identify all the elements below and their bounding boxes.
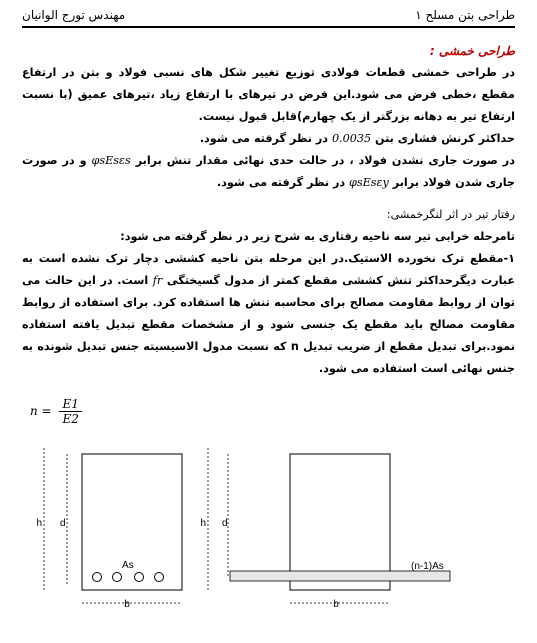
steel-stress-text-2: و در صورت جاری شدن فولاد برابر (22, 154, 515, 189)
uncracked-text-a: ۱-مقطع ترک نخورده الاستیک.در این مرحله بتن ناحیه کششی دچار ترک نشده است به عبارت دیگرحداکثر تنش کششی مقطع کمتر از مدول گسیختگی (22, 252, 515, 287)
formula-denominator: E2 (62, 412, 79, 426)
transformed-steel-strip (230, 571, 450, 581)
header-rule (22, 26, 515, 28)
paragraph-max-strain (22, 128, 515, 150)
max-strain-value: 0.0035 (331, 132, 372, 145)
left-h-label: h (36, 518, 42, 529)
header-author: مهندس تورج الوانیان (22, 8, 126, 22)
section-heading-flexural-design: طراحی خمشی : (429, 44, 515, 58)
steel-stress-text-1: در صورت جاری نشدن فولاد ، در حالت حدی نهائی مقدار تنش برابر (135, 154, 515, 167)
paragraph-uncracked-section (22, 248, 515, 380)
formula-lhs: n = (30, 404, 52, 418)
right-d-label: d (222, 518, 228, 529)
section-heading-beam-behavior: رفتار تیر در اثر لنگرخمشی: (386, 208, 515, 221)
section-diagrams (0, 440, 537, 640)
right-b-label: b (333, 599, 339, 610)
paragraph-strain-assumption: در طراحی خمشی قطعات فولادی توزیع تغییر شکل های نسبی فولاد و بتن در ارتفاع مقطع ،خطی فرض می شود.این فرض در تیرهای با ارتفاع زیاد ،تیرهای عمیق (با نسبت ارتفاع تیر به دهانه بزرگتر از یک چهارم)قابل قبول نیست. (22, 66, 515, 123)
left-b-label: b (124, 599, 130, 610)
formula-fraction (59, 397, 81, 426)
right-h-label: h (200, 518, 206, 529)
uncracked-text-b: است. در این حالت می توان از روابط مقاومت مصالح برای محاسبه تنش ها استفاده کرد. برای استفاده از روابط مقاومت مصالح باید مقطع یک جنسی شود و از مشخصات مقطع تبدیل یافته استفاده نمود.برای تبدیل مقطع از ضریب تبدیل n که نسبت مدول الاسیسیته جنس تبدیل شونده به جنس نهائی است استفاده می شود. (22, 274, 515, 375)
formula-numerator: E1 (59, 397, 81, 412)
steel-stress-math-1: φsEsεs (91, 154, 131, 167)
body-text (22, 40, 515, 380)
rebar-circle (93, 573, 102, 582)
paragraph-behavior-intro: تامرحله خرابی تیر سه ناحیه رفتاری به شرح زیر در نظر گرفته می شود: (120, 230, 515, 243)
paragraph-steel-stress (22, 150, 515, 194)
right-section-outline (290, 454, 390, 590)
rebar-circle (135, 573, 144, 582)
left-d-label: d (60, 518, 66, 529)
modulus-of-rupture-symbol: fr (152, 274, 163, 287)
modular-ratio-formula (30, 397, 82, 426)
max-strain-text-pre: حداکثر کرنش فشاری بتن (375, 132, 515, 145)
max-strain-text-post: در نظر گرفته می شود. (199, 132, 329, 145)
left-as-label: As (122, 560, 134, 571)
rebar-circle (113, 573, 122, 582)
rebar-circle (155, 573, 164, 582)
steel-stress-math-2: φsEsεy (349, 176, 389, 189)
header-title: طراحی بتن مسلح ۱ (415, 8, 515, 22)
right-as-label: (n-1)As (411, 561, 444, 572)
steel-stress-text-3: در نظر گرفته می شود. (216, 176, 346, 189)
